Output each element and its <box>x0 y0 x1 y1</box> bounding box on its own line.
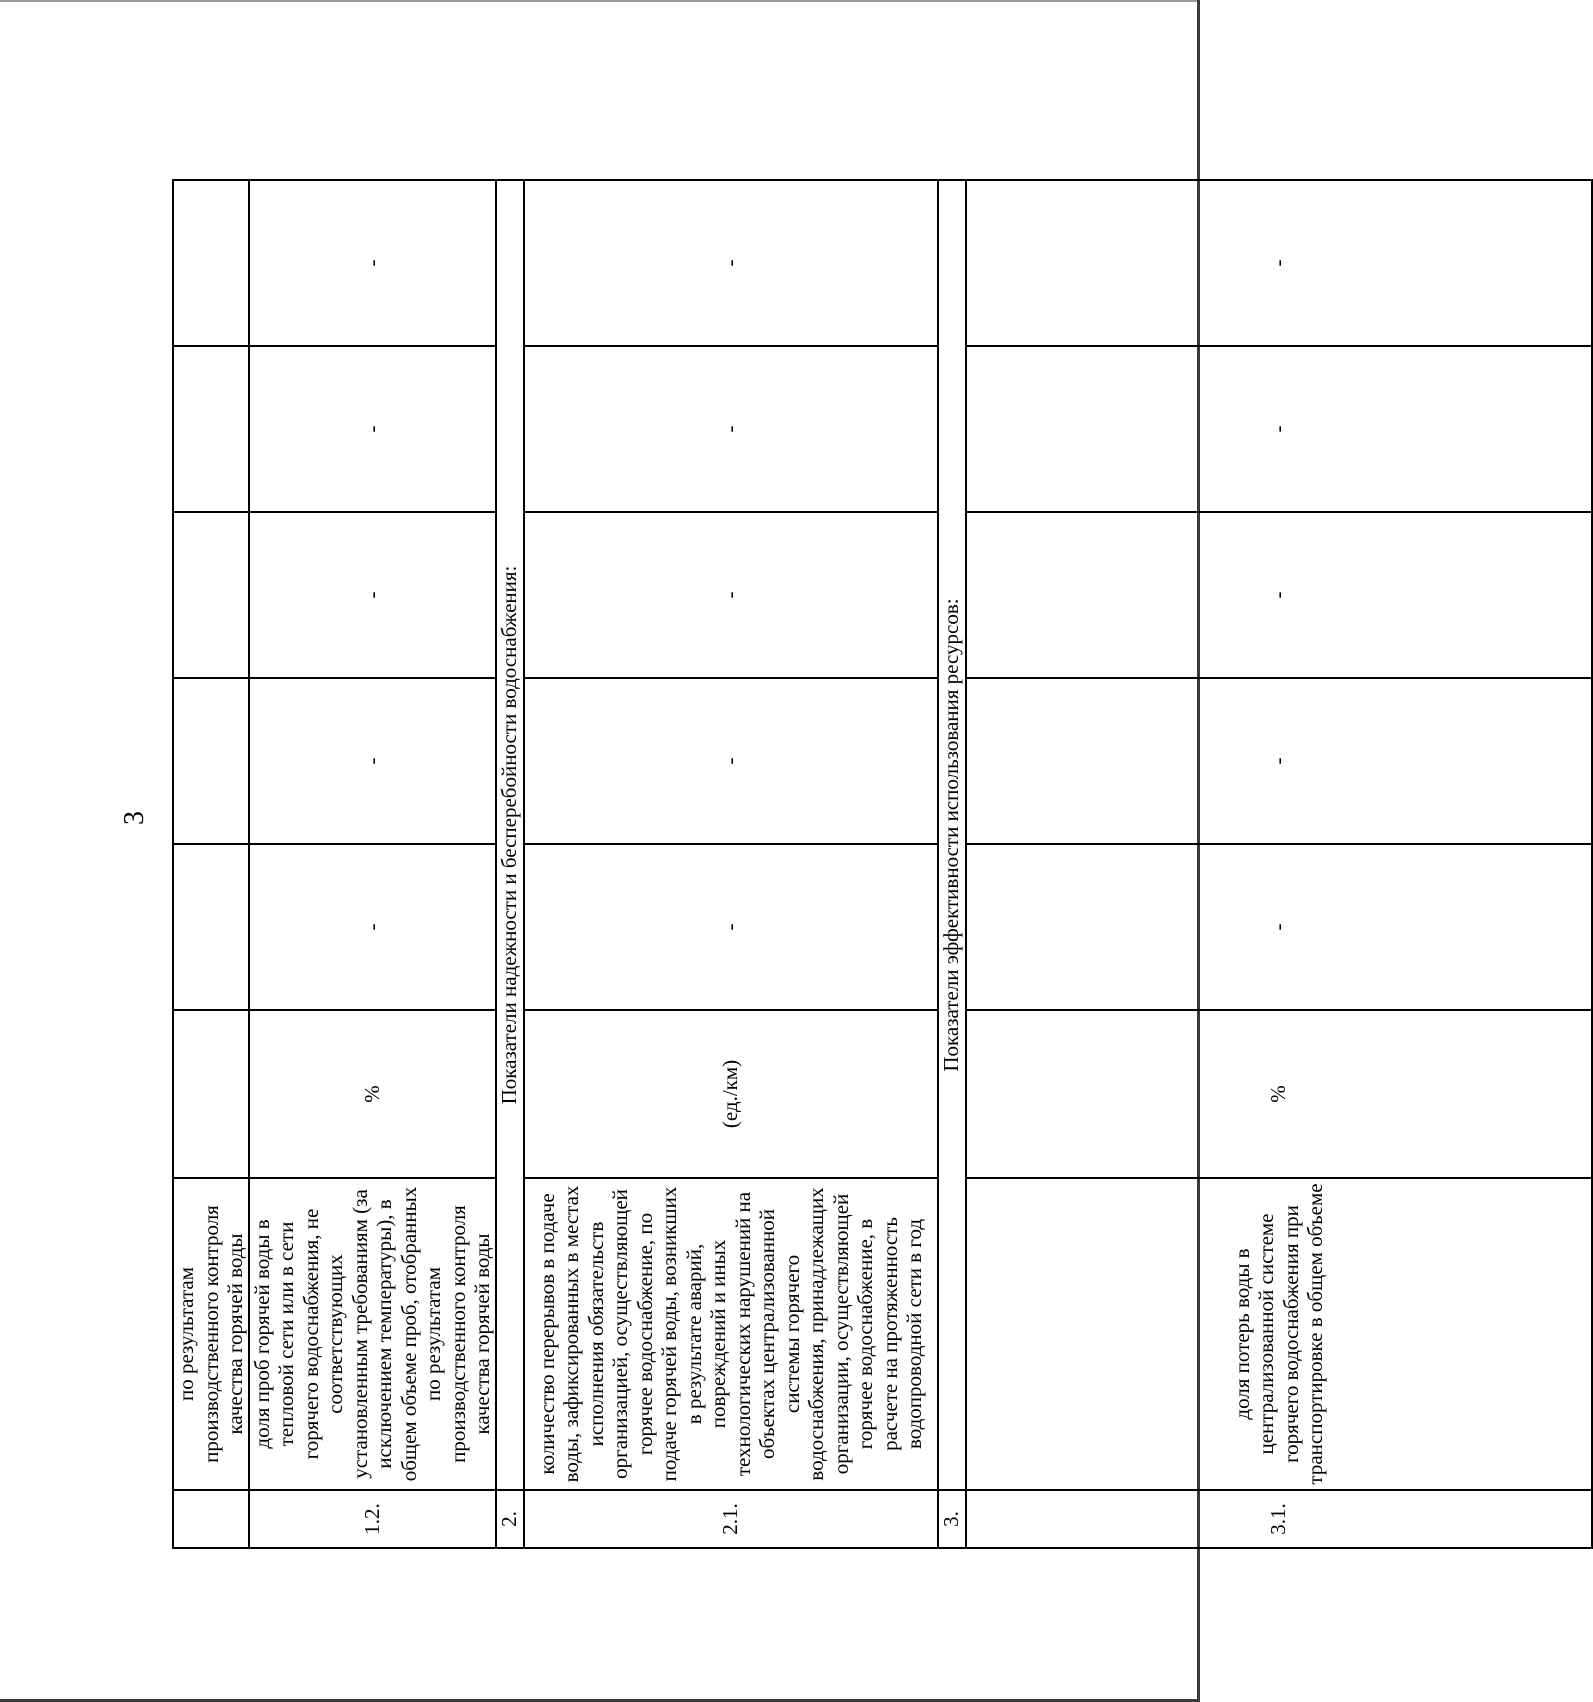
row-unit: (ед./км) <box>524 1010 938 1178</box>
section-number: 2. <box>496 1490 524 1548</box>
row-description: доля проб горячей воды в тепловой сети или в сети горячего водоснабжения, не соответствующих установленным требованиям (за исключением температуры), в общем объеме проб, отобранных по результатам производственного контроля качества горячей воды <box>249 1178 496 1490</box>
table-row-3-1 <box>966 180 1592 1548</box>
value-cell: - <box>966 844 1592 1010</box>
row-unit <box>173 1010 249 1178</box>
value-cell: - <box>524 678 938 844</box>
value-cell: - <box>249 512 496 678</box>
value-cell: - <box>249 844 496 1010</box>
section-title: Показатели эффективности использования ресурсов: <box>938 180 966 1490</box>
row-unit: % <box>249 1010 496 1178</box>
row-number: 3.1. <box>966 1490 1592 1548</box>
scan-edge-top <box>0 0 1200 2</box>
rotated-table-frame <box>172 187 1558 1549</box>
value-cell <box>173 512 249 678</box>
section-row-2 <box>496 180 524 1548</box>
value-cell: - <box>524 844 938 1010</box>
value-cell: - <box>966 512 1592 678</box>
value-cell: - <box>524 346 938 512</box>
section-row-3 <box>938 180 966 1548</box>
row-number: 1.2. <box>249 1490 496 1548</box>
table-row-2-1 <box>524 180 938 1548</box>
table-row-continuation <box>173 180 249 1548</box>
section-number: 3. <box>938 1490 966 1548</box>
value-cell: - <box>249 180 496 346</box>
value-cell: - <box>966 346 1592 512</box>
indicators-table <box>172 179 1593 1549</box>
row-description: доля потерь воды в централизованной системе горячего водоснабжения при транспортировке в общем объеме <box>966 1178 1592 1490</box>
section-title: Показатели надежности и бесперебойности водоснабжения: <box>496 180 524 1490</box>
row-description: количество перерывов в подаче воды, зафиксированных в местах исполнения обязательств организацией, осуществляющей горячее водоснабжение, по подаче горячей воды, возникших в результате аварий, повреждений и иных технологических нарушений на объектах централизованной системы горячего водоснабжения, принадлежащих организации, осуществляющей горячее водоснабжение, в расчете на протяженность водопроводной сети в год <box>524 1178 938 1490</box>
value-cell: - <box>966 180 1592 346</box>
value-cell: - <box>524 180 938 346</box>
row-number <box>173 1490 249 1548</box>
value-cell <box>173 844 249 1010</box>
value-cell: - <box>524 512 938 678</box>
page-number: 3 <box>119 811 150 825</box>
row-description: по результатам производственного контроля качества горячей воды <box>173 1178 249 1490</box>
value-cell <box>173 180 249 346</box>
value-cell <box>173 346 249 512</box>
table-row-1-2 <box>249 180 496 1548</box>
value-cell <box>173 678 249 844</box>
value-cell: - <box>249 346 496 512</box>
row-number: 2.1. <box>524 1490 938 1548</box>
value-cell: - <box>249 678 496 844</box>
row-unit: % <box>966 1010 1592 1178</box>
value-cell: - <box>966 678 1592 844</box>
